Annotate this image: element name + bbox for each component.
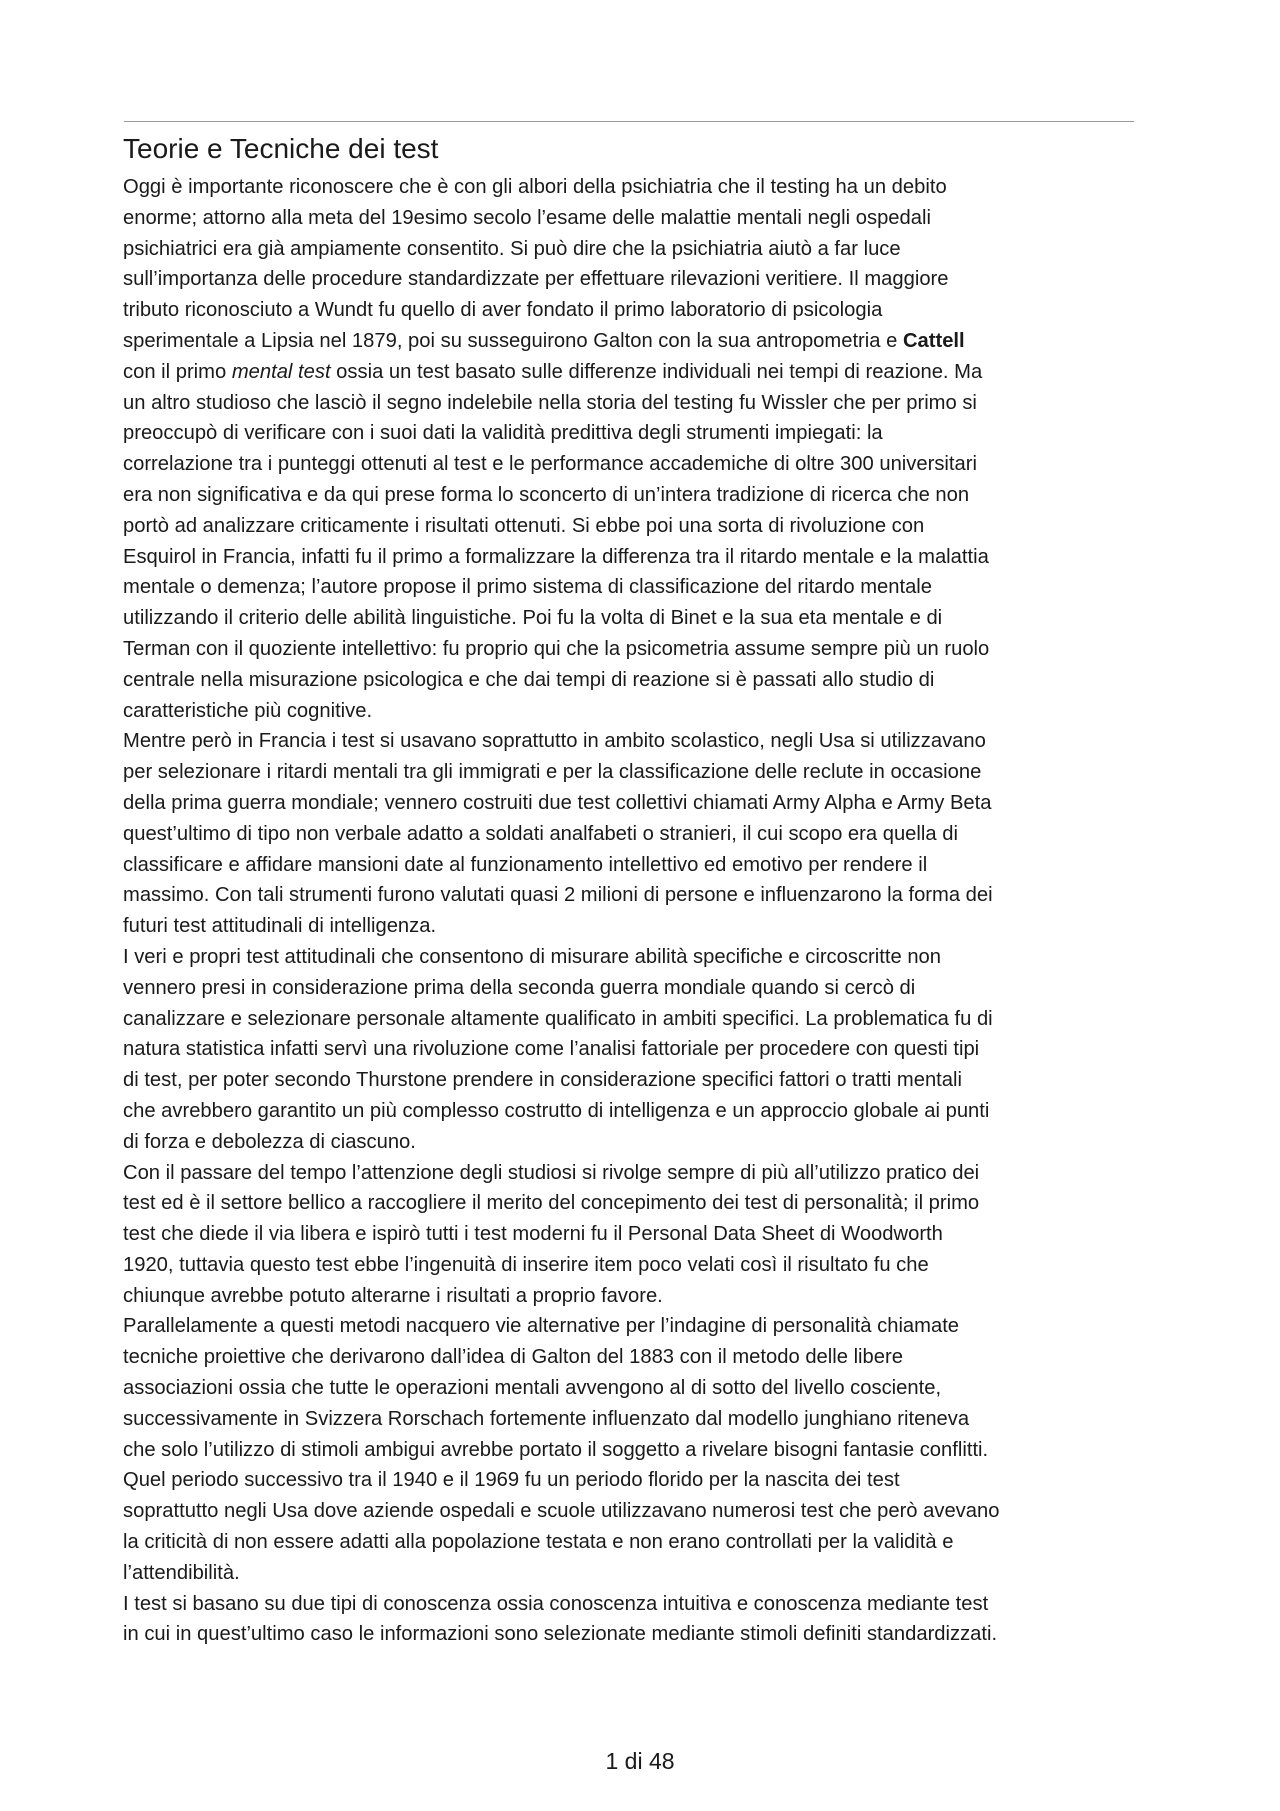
- text-line: [123, 1096, 1163, 1127]
- text-line: [123, 203, 1163, 234]
- text-line: [123, 696, 1163, 727]
- text-line: [123, 1281, 1163, 1312]
- text-run: quest’ultimo di tipo non verbale adatto a soldati analfabeti o stranieri, il cui scopo era quella di: [123, 822, 958, 845]
- text-line: [123, 357, 1163, 388]
- text-run: vennero presi in considerazione prima della seconda guerra mondiale quando si cercò di: [123, 976, 916, 999]
- text-run: Parallelamente a questi metodi nacquero vie alternative per l’indagine di personalità chiamate: [123, 1315, 960, 1338]
- text-run: tecniche proiettive che derivarono dall’idea di Galton del 1883 con il metodo delle libere: [123, 1346, 903, 1369]
- text-run: centrale nella misurazione psicologica e che dai tempi di reazione si è passati allo studio di: [123, 668, 935, 691]
- text-line: [123, 1034, 1163, 1065]
- text-line: [123, 1465, 1163, 1496]
- bold-term: Cattell: [902, 329, 965, 352]
- text-line: [123, 634, 1163, 665]
- text-run: che avrebbero garantito un più complesso costrutto di intelligenza e un approccio globale ai punti: [123, 1099, 990, 1122]
- text-run: caratteristiche più cognitive.: [123, 699, 373, 722]
- text-line: [123, 1404, 1163, 1435]
- text-line: [123, 757, 1163, 788]
- header-divider: [124, 121, 1134, 122]
- text-run: correlazione tra i punteggi ottenuti al test e le performance accademiche di oltre 300 universitari: [123, 453, 977, 476]
- text-line: [123, 480, 1163, 511]
- text-line: [123, 880, 1163, 911]
- text-run: sull’importanza delle procedure standardizzate per effettuare rilevazioni veritiere. Il maggiore: [123, 268, 949, 291]
- text-run: futuri test attitudinali di intelligenza.: [123, 915, 437, 938]
- text-run: utilizzando il criterio delle abilità linguistiche. Poi fu la volta di Binet e la sua eta mentale e di: [123, 607, 943, 630]
- text-line: [123, 1619, 1163, 1650]
- text-line: [123, 1158, 1163, 1189]
- text-line: [123, 1004, 1163, 1035]
- text-run: test che diede il via libera e ispirò tutti i test moderni fu il Personal Data Sheet di Woodworth: [123, 1223, 943, 1246]
- italic-term: mental test: [231, 360, 331, 383]
- text-line: [123, 1373, 1163, 1404]
- text-line: [123, 388, 1163, 419]
- text-line: [123, 1219, 1163, 1250]
- text-run: classificare e affidare mansioni date al funzionamento intellettivo ed emotivo per rendere il: [123, 853, 928, 876]
- text-run: di test, per poter secondo Thurstone prendere in considerazione specifici fattori o tratti mentali: [123, 1069, 962, 1092]
- text-run: preoccupò di verificare con i suoi dati la validità predittiva degli strumenti impiegati: la: [123, 422, 883, 445]
- text-line: [123, 1589, 1163, 1620]
- text-run: Oggi è importante riconoscere che è con gli albori della psichiatria che il testing ha un debito: [123, 176, 947, 198]
- text-run: canalizzare e selezionare personale altamente qualificato in ambiti specifici. La problematica fu di: [123, 1007, 993, 1030]
- text-run: natura statistica infatti servì una rivoluzione come l’analisi fattoriale per procedere con questi tipi: [123, 1038, 980, 1061]
- text-run: tributo riconosciuto a Wundt fu quello di aver fondato il primo laboratorio di psicologia: [123, 299, 883, 322]
- text-line: [123, 1342, 1163, 1373]
- text-line: [123, 850, 1163, 881]
- text-line: [123, 1496, 1163, 1527]
- text-run: successivamente in Svizzera Rorschach fortemente influenzato dal modello junghiano riteneva: [123, 1407, 970, 1430]
- text-line: [123, 973, 1163, 1004]
- text-run: portò ad analizzare criticamente i risultati ottenuti. Si ebbe poi una sorta di rivoluzione con: [123, 514, 925, 537]
- text-line: [123, 1250, 1163, 1281]
- text-run: era non significativa e da qui prese forma lo sconcerto di un’intera tradizione di ricerca che non: [123, 483, 970, 506]
- text-run: I test si basano su due tipi di conoscenza ossia conoscenza intuitiva e conoscenza mediante test: [123, 1592, 989, 1615]
- text-run: 1920, tuttavia questo test ebbe l’ingenuità di inserire item poco velati così il risultato fu che: [123, 1253, 929, 1276]
- text-line: [123, 942, 1163, 973]
- text-line: [123, 1127, 1163, 1158]
- text-run: soprattutto negli Usa dove aziende ospedali e scuole utilizzavano numerosi test che però avevano: [123, 1500, 1000, 1523]
- text-run: che solo l’utilizzo di stimoli ambigui avrebbe portato il soggetto a rivelare bisogni fantasie conflitti.: [123, 1438, 989, 1461]
- text-run: in cui in quest’ultimo caso le informazioni sono selezionate mediante stimoli definiti standardizzati.: [123, 1623, 998, 1646]
- text-run: Con il passare del tempo l’attenzione degli studiosi si rivolge sempre di più all’utilizzo pratico dei: [123, 1161, 980, 1184]
- text-line: [123, 264, 1163, 295]
- text-run: enorme; attorno alla meta del 19esimo secolo l’esame delle malattie mentali negli ospedali: [123, 206, 931, 229]
- text-run: I veri e propri test attitudinali che consentono di misurare abilità specifiche e circoscritte non: [123, 945, 941, 968]
- page-number: 1 di 48: [605, 1748, 675, 1774]
- text-run: con il primo: [123, 360, 232, 383]
- text-line: [123, 819, 1163, 850]
- page-title: Teorie e Tecniche dei test: [123, 133, 439, 164]
- text-run: Esquirol in Francia, infatti fu il primo a formalizzare la differenza tra il ritardo mentale e la malattia: [123, 545, 989, 568]
- text-line: [123, 449, 1163, 480]
- text-run: la criticità di non essere adatti alla popolazione testata e non erano controllati per la validità e: [123, 1531, 954, 1554]
- text-line: [123, 603, 1163, 634]
- text-run: ossia un test basato sulle differenze individuali nei tempi di reazione. Ma: [330, 360, 983, 383]
- text-line: [123, 172, 1163, 203]
- text-run: Terman con il quoziente intellettivo: fu proprio qui che la psicometria assume sempre più un ruolo: [123, 637, 990, 660]
- text-line: [123, 572, 1163, 603]
- text-line: [123, 1188, 1163, 1219]
- text-line: [123, 1558, 1163, 1589]
- text-line: [123, 911, 1163, 942]
- text-run: della prima guerra mondiale; vennero costruiti due test collettivi chiamati Army Alpha e Army Beta: [123, 791, 992, 814]
- text-line: [123, 1527, 1163, 1558]
- text-run: chiunque avrebbe potuto alterarne i risultati a proprio favore.: [123, 1284, 663, 1307]
- text-run: di forza e debolezza di ciascuno.: [123, 1130, 416, 1153]
- text-run: test ed è il settore bellico a raccogliere il merito del concepimento dei test di personalità; il primo: [123, 1192, 980, 1215]
- text-line: [123, 511, 1163, 542]
- text-line: [123, 542, 1163, 573]
- text-line: [123, 418, 1163, 449]
- body-text: [123, 172, 1163, 1650]
- text-line: [123, 788, 1163, 819]
- text-line: [123, 665, 1163, 696]
- text-run: per selezionare i ritardi mentali tra gli immigrati e per la classificazione delle reclute in occasione: [123, 761, 982, 784]
- text-line: [123, 726, 1163, 757]
- text-run: associazioni ossia che tutte le operazioni mentali avvengono al di sotto del livello cosciente,: [123, 1377, 942, 1400]
- text-run: mentale o demenza; l’autore propose il primo sistema di classificazione del ritardo mentale: [123, 576, 933, 599]
- text-run: psichiatrici era già ampiamente consentito. Si può dire che la psichiatria aiutò a far luce: [123, 237, 901, 260]
- text-run: Quel periodo successivo tra il 1940 e il 1969 fu un periodo florido per la nascita dei test: [123, 1469, 900, 1492]
- text-line: [123, 1311, 1163, 1342]
- text-run: l’attendibilità.: [123, 1561, 240, 1584]
- text-line: [123, 1065, 1163, 1096]
- text-run: sperimentale a Lipsia nel 1879, poi su susseguirono Galton con la sua antropometria e: [123, 329, 903, 352]
- text-line: [123, 234, 1163, 265]
- text-run: un altro studioso che lasciò il segno indelebile nella storia del testing fu Wissler che per primo si: [123, 391, 977, 414]
- text-line: [123, 326, 1163, 357]
- text-line: [123, 1435, 1163, 1466]
- text-run: Mentre però in Francia i test si usavano soprattutto in ambito scolastico, negli Usa si utilizzavano: [123, 730, 986, 753]
- text-run: massimo. Con tali strumenti furono valutati quasi 2 milioni di persone e influenzarono la forma dei: [123, 884, 993, 907]
- text-line: [123, 295, 1163, 326]
